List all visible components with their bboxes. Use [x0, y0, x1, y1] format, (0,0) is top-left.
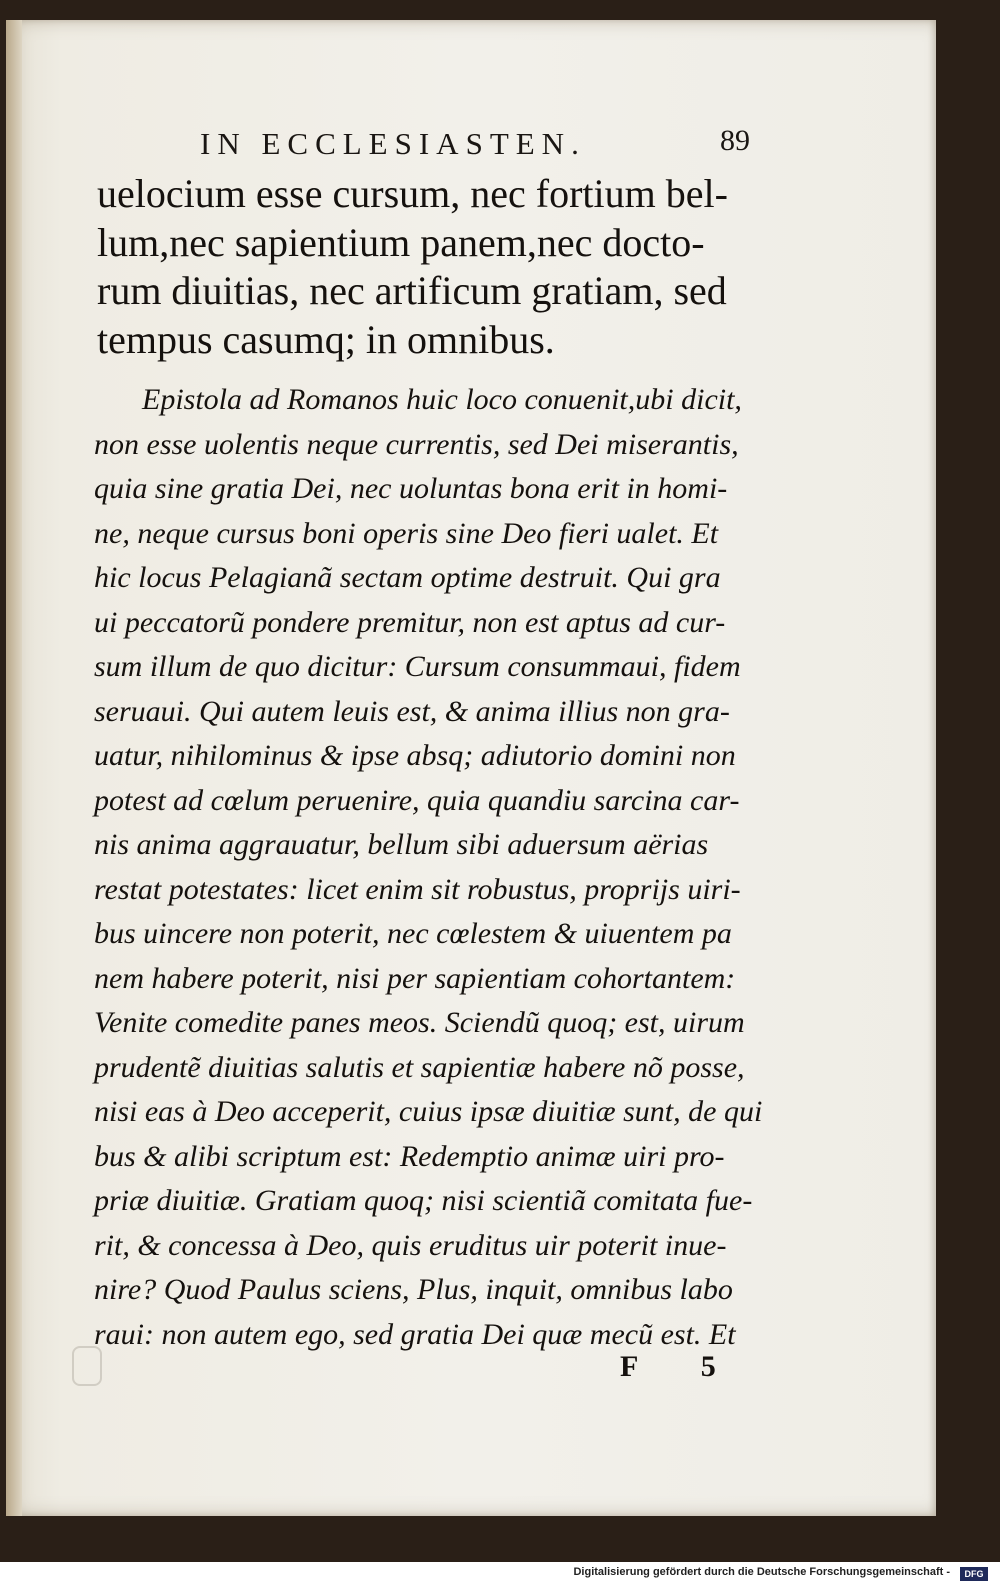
- library-stamp-mark: [72, 1346, 102, 1386]
- text-line: nisi eas à Deo acceperit, cuius ipsæ diuitiæ sunt, de qui: [94, 1095, 763, 1128]
- text-line: bus & alibi scriptum est: Redemptio animæ uiri pro-: [94, 1139, 725, 1173]
- text-line: Venite comedite panes meos. Sciendũ quoq; est, uirum: [94, 1006, 745, 1039]
- text-line: ne, neque cursus boni operis sine Deo fieri ualet. Et: [94, 516, 719, 550]
- text-line: sum illum de quo dicitur: Cursum consummaui, fidem: [94, 650, 741, 683]
- text-line: potest ad cœlum peruenire, quia quandiu sarcina car-: [94, 783, 740, 817]
- text-line: rit, & concessa à Deo, quis eruditus uir poterit inue-: [94, 1228, 727, 1262]
- text-line: rum diuitias, nec artificum gratiam, sed: [97, 268, 727, 313]
- text-line: raui: non autem ego, sed gratia Dei quæ mecũ est. Et: [94, 1317, 736, 1351]
- text-line: nire? Quod Paulus sciens, Plus, inquit, omnibus labo: [94, 1273, 733, 1306]
- text-line: seruaui. Qui autem leuis est, & anima illius non gra-: [94, 694, 730, 728]
- page-gutter: [6, 20, 22, 1516]
- text-line: quia sine gratia Dei, nec uoluntas bona erit in homi-: [94, 472, 728, 505]
- footer-bar: [0, 1562, 1000, 1587]
- text-line: nem habere poterit, nisi per sapientiam cohortantem:: [94, 961, 736, 995]
- page-number: 89: [720, 124, 750, 157]
- text-line: uatur, nihilominus & ipse absq; adiutorio domini non: [94, 739, 736, 772]
- text-line: lum,nec sapientium panem,nec docto-: [97, 219, 705, 265]
- text-line: prudentẽ diuitias salutis et sapientiæ habere nõ posse,: [94, 1050, 745, 1084]
- text-line: priæ diuitiæ. Gratiam quoq; nisi scientiã comitata fue-: [94, 1184, 753, 1217]
- roman-text-block: [97, 170, 767, 364]
- dfg-logo: DFG: [960, 1567, 988, 1581]
- text-line: nis anima aggrauatur, bellum sibi aduersum aërias: [94, 828, 709, 861]
- running-head: IN ECCLESIASTEN.: [200, 126, 586, 161]
- text-line: uelocium esse cursum, nec fortium bel-: [97, 171, 728, 216]
- text-line: non esse uolentis neque currentis, sed Dei miserantis,: [94, 427, 739, 461]
- text-line: bus uincere non poterit, nec cœlestem & uiuentem pa: [94, 917, 732, 950]
- text-line: hic locus Pelagianã sectam optime destruit. Qui gra: [94, 561, 721, 594]
- italic-commentary-block: [94, 378, 769, 1357]
- text-line: restat potestates: licet enim sit robustus, proprijs uiri-: [94, 872, 741, 906]
- text-line: tempus casumq; in omnibus.: [97, 316, 555, 362]
- funding-credit: Digitalisierung gefördert durch die Deutsche Forschungsgemeinschaft -: [573, 1566, 950, 1578]
- signature-mark: F 5: [620, 1350, 744, 1383]
- text-line: Epistola ad Romanos huic loco conuenit,ubi dicit,: [142, 383, 742, 416]
- text-line: ui peccatorũ pondere premitur, non est aptus ad cur-: [94, 605, 726, 639]
